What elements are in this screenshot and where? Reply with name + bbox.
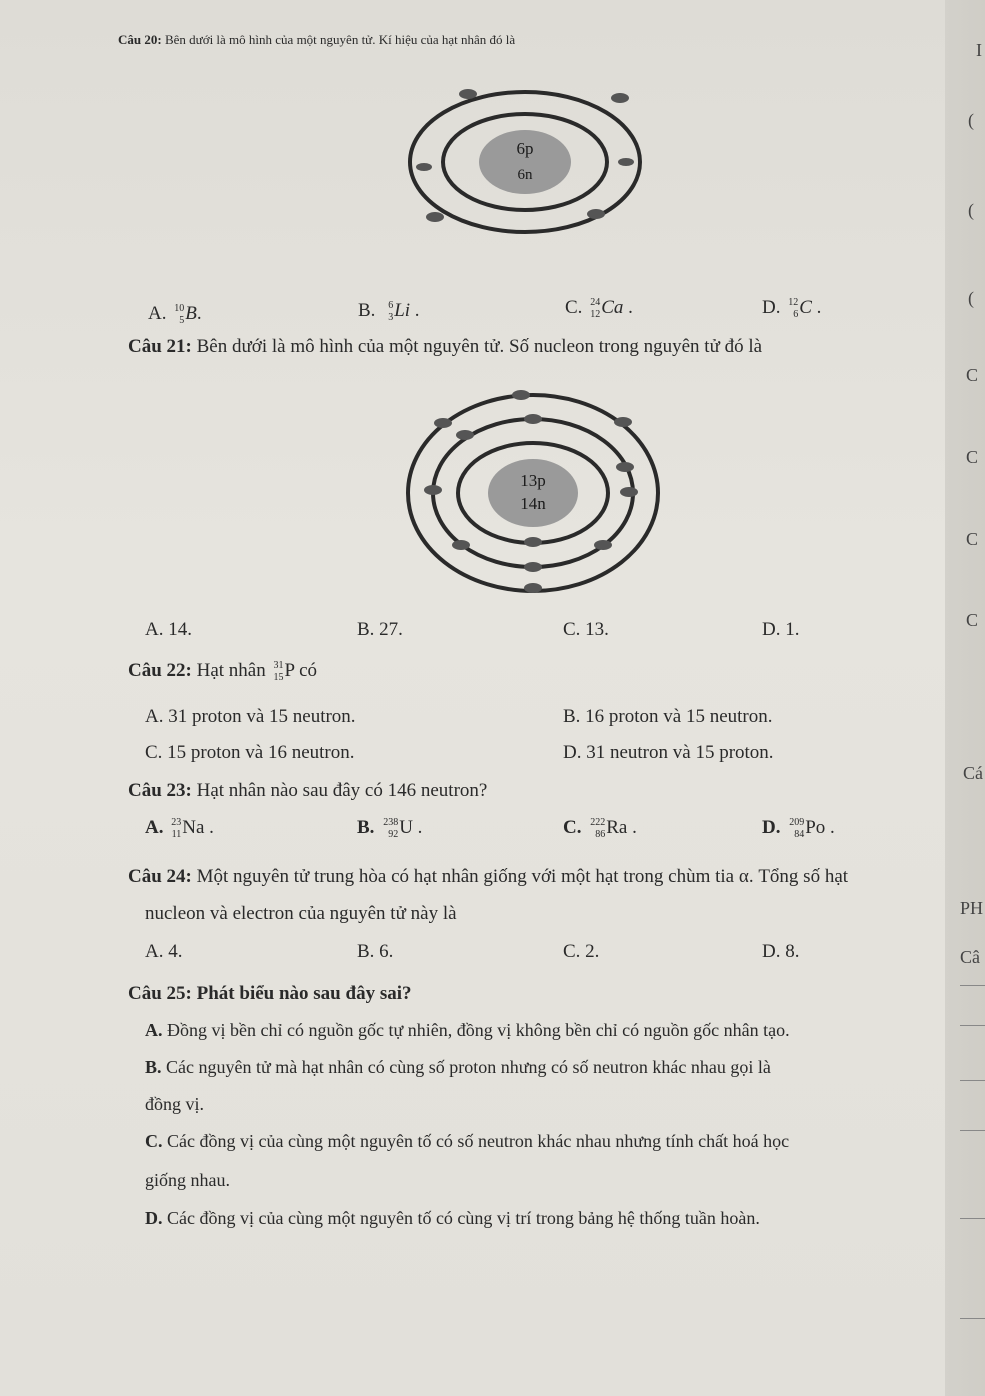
q20-c-atomic: 12 xyxy=(590,308,601,320)
edge-fragment: Câ xyxy=(960,947,980,967)
q21-electron xyxy=(452,540,470,550)
q25-question xyxy=(128,983,412,1005)
q21-nucleus xyxy=(488,459,578,527)
q20-option-a[interactable]: A. 10 5 B. xyxy=(148,302,202,326)
q25-option-a-text: Đồng vị bền chỉ có nguồn gốc tự nhiên, đồng vị không bền chỉ có nguồn gốc nhân tạo. xyxy=(167,1020,790,1040)
q20-electron xyxy=(611,93,629,103)
q23-b-atomic: 92 xyxy=(388,828,399,840)
q21-electron xyxy=(594,540,612,550)
edge-fragment: I xyxy=(976,40,982,60)
q23-a-symbol: Na . xyxy=(182,817,214,838)
q25-option-a-letter: A. xyxy=(145,1020,163,1040)
q21-electron xyxy=(434,418,452,428)
q22-label: Câu 22: xyxy=(128,660,192,681)
q20-c-mass: 24 xyxy=(590,296,601,308)
q25-label: Câu 25: xyxy=(128,983,192,1004)
q23-option-c[interactable] xyxy=(563,817,637,840)
q21-electron xyxy=(524,414,542,424)
q23-b-mass: 238 xyxy=(383,816,399,828)
q21-label: Câu 21: xyxy=(128,336,192,357)
edge-fragment: C xyxy=(966,365,979,385)
q22-text-before: Hạt nhân xyxy=(196,660,266,681)
q25-text: Phát biểu nào sau đây sai? xyxy=(196,983,412,1004)
q20-d-symbol: C xyxy=(799,297,812,318)
q21-atom-diagram xyxy=(393,385,673,605)
q25-option-a[interactable] xyxy=(145,1020,790,1041)
q23-b-symbol: U . xyxy=(399,817,423,838)
q21-nucleus-protons: 13p xyxy=(520,471,546,490)
q23-option-b-letter: B. xyxy=(357,817,375,838)
next-page-edge xyxy=(945,0,985,1396)
q21-question xyxy=(128,336,762,358)
q24-option-b[interactable]: B. 6. xyxy=(357,941,394,962)
q23-text: Hạt nhân nào sau đây có 146 neutron? xyxy=(196,780,488,801)
q20-b-atomic: 3 xyxy=(388,311,394,323)
q25-option-d-text: Các đồng vị của cùng một nguyên tố có cùng vị trí trong bảng hệ thống tuần hoàn. xyxy=(167,1208,760,1228)
q20-electron xyxy=(416,163,432,171)
q25-option-c-cont: giống nhau. xyxy=(145,1170,230,1190)
q21-electron xyxy=(614,417,632,427)
edge-rule xyxy=(960,1025,985,1026)
edge-fragment: C xyxy=(966,529,979,549)
q20-option-d[interactable]: D. 12 6 C . xyxy=(762,296,822,320)
q23-d-symbol: Po . xyxy=(805,817,835,838)
q25-option-d-letter: D. xyxy=(145,1208,163,1228)
q21-electron xyxy=(456,430,474,440)
q23-c-mass: 222 xyxy=(590,816,606,828)
q20-nucleus-protons: 6p xyxy=(516,139,534,158)
q25-option-b[interactable] xyxy=(145,1057,771,1078)
q20-a-atomic: 5 xyxy=(179,314,185,326)
q21-electron xyxy=(616,462,634,472)
q20-text: Bên dưới là mô hình của một nguyên tử. Kí hiệu của hạt nhân đó là xyxy=(164,32,516,47)
q25-option-b-letter: B. xyxy=(145,1057,162,1077)
q21-electron xyxy=(512,390,530,400)
q24-question-line2: nucleon và electron của nguyên tử này là xyxy=(145,903,457,924)
q20-option-b-letter: B. xyxy=(358,300,376,321)
q20-a-symbol: B xyxy=(185,303,197,324)
edge-fragment: ( xyxy=(968,288,974,308)
q24-label: Câu 24: xyxy=(128,866,192,887)
q22-atomic: 15 xyxy=(273,671,284,683)
q25-option-c-text: Các đồng vị của cùng một nguyên tố có số neutron khác nhau nhưng tính chất hoá học xyxy=(167,1131,790,1151)
q20-electron xyxy=(618,158,634,166)
q21-electron xyxy=(524,537,542,547)
q20-d-mass: 12 xyxy=(788,296,799,308)
edge-rule xyxy=(960,1130,985,1131)
q25-option-b-cont: đồng vị. xyxy=(145,1094,205,1114)
q20-c-symbol: Ca xyxy=(601,297,624,318)
q21-option-b[interactable]: B. 27. xyxy=(357,619,403,640)
q20-option-c-letter: C. xyxy=(565,297,583,318)
q23-option-a[interactable] xyxy=(145,817,214,840)
q23-c-symbol: Ra . xyxy=(606,817,637,838)
q22-option-d[interactable]: D. 31 neutron và 15 proton. xyxy=(563,742,774,763)
q20-nucleus-neutrons: 6n xyxy=(517,167,533,183)
q21-option-d[interactable]: D. 1. xyxy=(762,619,800,640)
q22-text-after: có xyxy=(299,660,318,681)
q23-option-d-letter: D. xyxy=(762,817,781,838)
q24-option-c[interactable]: C. 2. xyxy=(563,941,600,962)
edge-rule xyxy=(960,985,985,986)
q25-option-d[interactable] xyxy=(145,1208,760,1229)
edge-fragment: C xyxy=(966,447,979,467)
q24-text-line1: Một nguyên tử trung hòa có hạt nhân giống với một hạt trong chùm tia α. Tổng số hạt xyxy=(196,866,849,887)
q20-option-d-letter: D. xyxy=(762,297,781,318)
q23-option-c-letter: C. xyxy=(563,817,582,838)
edge-fragment: ( xyxy=(968,110,974,130)
q20-question xyxy=(118,32,515,48)
q21-text: Bên dưới là mô hình của một nguyên tử. Số nucleon trong nguyên tử đó là xyxy=(196,336,763,357)
q20-option-b[interactable]: B. 6 3 Li . xyxy=(358,299,420,323)
edge-fragment: ( xyxy=(968,200,974,220)
q22-option-c[interactable]: C. 15 proton và 16 neutron. xyxy=(145,742,355,763)
q22-mass: 31 xyxy=(273,659,284,671)
q23-c-atomic: 86 xyxy=(595,828,606,840)
q22-symbol: P xyxy=(284,660,295,681)
edge-rule xyxy=(960,1318,985,1319)
q20-atom-diagram xyxy=(400,82,660,272)
edge-rule xyxy=(960,1080,985,1081)
edge-fragment: Cá xyxy=(963,763,983,783)
q23-d-atomic: 84 xyxy=(794,828,805,840)
q25-option-c[interactable] xyxy=(145,1131,789,1152)
q24-question-line1 xyxy=(128,866,848,888)
q20-option-c[interactable]: C. 24 12 Ca . xyxy=(565,296,633,320)
edge-fragment: C xyxy=(966,610,979,630)
q21-electron xyxy=(620,487,638,497)
q22-option-b[interactable]: B. 16 proton và 15 neutron. xyxy=(563,706,773,727)
edge-fragment: PH xyxy=(960,898,984,918)
q21-option-c[interactable]: C. 13. xyxy=(563,619,609,640)
q23-label: Câu 23: xyxy=(128,780,192,801)
q21-nucleus-neutrons: 14n xyxy=(520,494,546,513)
q20-label: Câu 20: xyxy=(118,32,162,47)
q23-question xyxy=(128,780,487,802)
q23-option-d[interactable] xyxy=(762,817,835,840)
q20-d-atomic: 6 xyxy=(793,308,799,320)
q21-electron xyxy=(524,583,542,593)
q23-d-mass: 209 xyxy=(789,816,805,828)
q23-a-mass: 23 xyxy=(171,816,182,828)
q20-electron xyxy=(587,209,605,219)
q20-electron xyxy=(459,89,477,99)
q20-a-mass: 10 xyxy=(174,302,185,314)
q21-electron xyxy=(424,485,442,495)
q20-option-a-letter: A. xyxy=(148,303,167,324)
q23-option-b[interactable] xyxy=(357,817,422,840)
q21-electron xyxy=(524,562,542,572)
q20-b-mass: 6 xyxy=(388,299,394,311)
q24-option-d[interactable]: D. 8. xyxy=(762,941,800,962)
q22-option-a[interactable]: A. 31 proton và 15 neutron. xyxy=(145,706,356,727)
q20-electron xyxy=(426,212,444,222)
q23-option-a-letter: A. xyxy=(145,817,164,838)
q25-option-b-text: Các nguyên tử mà hạt nhân có cùng số proton nhưng có số neutron khác nhau gọi là xyxy=(166,1057,771,1077)
edge-rule xyxy=(960,1218,985,1219)
q20-b-symbol: Li xyxy=(394,300,411,321)
q21-option-a[interactable]: A. 14. xyxy=(145,619,192,640)
q25-option-c-letter: C. xyxy=(145,1131,163,1151)
q24-option-a[interactable]: A. 4. xyxy=(145,941,183,962)
q22-question xyxy=(128,660,317,683)
q23-a-atomic: 11 xyxy=(171,828,182,840)
